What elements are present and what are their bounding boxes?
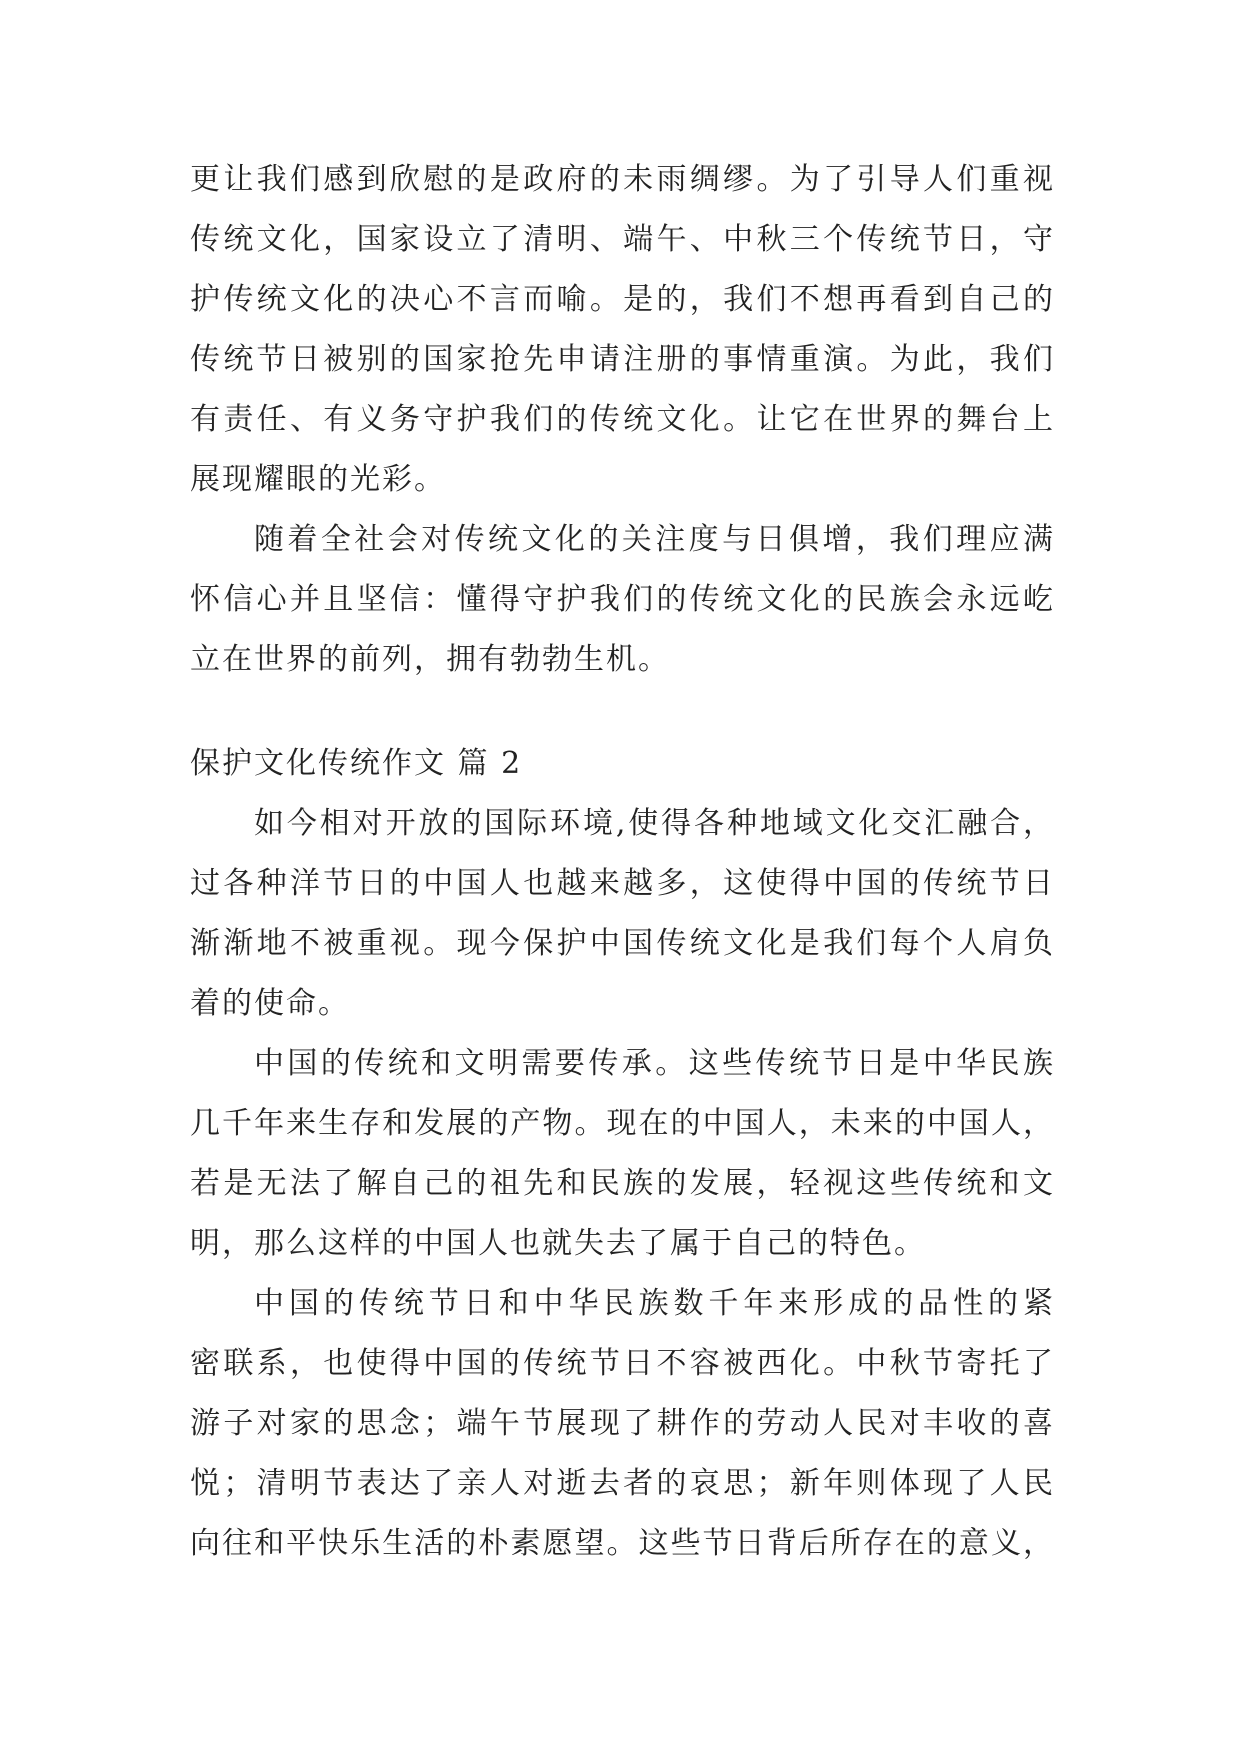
- paragraph: [190, 150, 1055, 510]
- section-gap: [190, 690, 1055, 734]
- text-line: 游子对家的思念；端午节展现了耕作的劳动人民对丰收的喜: [190, 1406, 1055, 1441]
- text-line: 有责任、有义务守护我们的传统文化。让它在世界的舞台上: [190, 402, 1055, 437]
- text-line: 中国的传统和文明需要传承。这些传统节日是中华民族: [254, 1046, 1055, 1081]
- document-body: [190, 150, 1055, 1574]
- text-line: 立在世界的前列，拥有勃勃生机。: [190, 642, 670, 677]
- text-line: 怀信心并且坚信：懂得守护我们的传统文化的民族会永远屹: [190, 582, 1055, 617]
- text-line: 着的使命。: [190, 986, 350, 1021]
- text-line: 悦；清明节表达了亲人对逝去者的哀思；新年则体现了人民: [190, 1466, 1055, 1501]
- text-line: 几千年来生存和发展的产物。现在的中国人，未来的中国人，: [190, 1106, 1055, 1141]
- section-heading: 保护文化传统作文 篇 2: [190, 746, 523, 781]
- text-line: 过各种洋节日的中国人也越来越多，这使得中国的传统节日: [190, 866, 1055, 901]
- text-line: 护传统文化的决心不言而喻。是的，我们不想再看到自己的: [190, 282, 1055, 317]
- text-line: 展现耀眼的光彩。: [190, 462, 446, 497]
- paragraph: [190, 1034, 1055, 1274]
- text-line: 渐渐地不被重视。现今保护中国传统文化是我们每个人肩负: [190, 926, 1055, 961]
- paragraph: [190, 1274, 1055, 1574]
- text-line: 中国的传统节日和中华民族数千年来形成的品性的紧: [254, 1286, 1055, 1321]
- paragraph: [190, 794, 1055, 1034]
- text-line: 如今相对开放的国际环境,使得各种地域文化交汇融合，: [254, 806, 1055, 841]
- text-line: 随着全社会对传统文化的关注度与日俱增，我们理应满: [254, 522, 1055, 557]
- text-line: 若是无法了解自己的祖先和民族的发展，轻视这些传统和文: [190, 1166, 1055, 1201]
- text-line: 明，那么这样的中国人也就失去了属于自己的特色。: [190, 1226, 926, 1261]
- text-line: 更让我们感到欣慰的是政府的未雨绸缪。为了引导人们重视: [190, 162, 1055, 197]
- text-line: 传统文化，国家设立了清明、端午、中秋三个传统节日，守: [190, 222, 1055, 257]
- text-line: 传统节日被别的国家抢先申请注册的事情重演。为此，我们: [190, 342, 1055, 377]
- paragraph: [190, 510, 1055, 690]
- text-line: 向往和平快乐生活的朴素愿望。这些节日背后所存在的意义，: [190, 1526, 1055, 1561]
- text-line: 密联系，也使得中国的传统节日不容被西化。中秋节寄托了: [190, 1346, 1055, 1381]
